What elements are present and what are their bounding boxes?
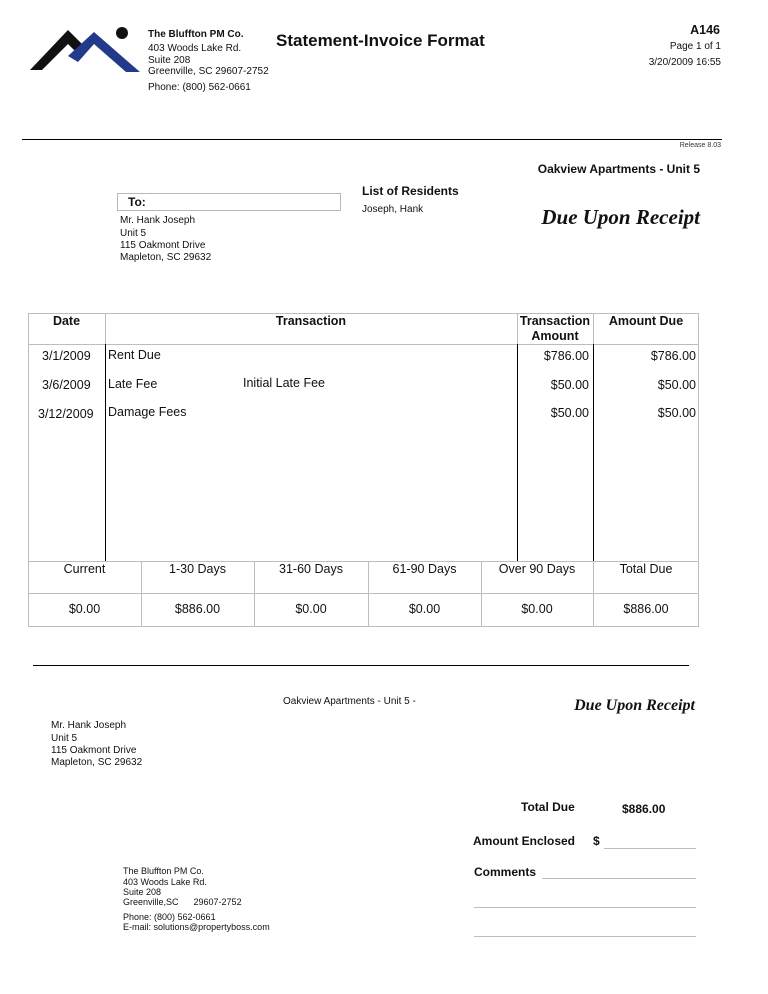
stub-recipient-city: Mapleton, SC 29632	[51, 757, 143, 768]
tear-off-line	[33, 665, 689, 666]
row-date: 3/12/2009	[38, 407, 94, 421]
dollar-sign: $	[593, 834, 600, 848]
to-box	[117, 193, 341, 211]
aging-header-current: Current	[63, 562, 106, 576]
company-phone: Phone: (800) 562-0661	[148, 82, 251, 93]
aging-value-current: $0.00	[68, 602, 101, 616]
stub-company-address1: 403 Woods Lake Rd.	[123, 877, 207, 887]
company-city: Greenville, SC 29607-2752	[148, 66, 269, 77]
property-unit: Oakview Apartments - Unit 5	[537, 162, 700, 176]
recipient-name: Mr. Hank Joseph	[120, 215, 196, 226]
to-label: To:	[128, 195, 146, 209]
company-logo	[28, 22, 146, 74]
col-amount-line2: Amount	[531, 329, 579, 343]
row-amount: $50.00	[550, 406, 589, 420]
amount-enclosed-field[interactable]	[604, 848, 696, 849]
print-datetime: 3/20/2009 16:55	[648, 57, 721, 68]
aging-value-61-90: $0.00	[408, 602, 441, 616]
aging-summary	[28, 561, 699, 627]
due-upon-receipt: Due Upon Receipt	[541, 205, 700, 229]
aging-header-31-60: 31-60 Days	[279, 562, 343, 576]
amount-enclosed-label: Amount Enclosed	[473, 834, 576, 848]
stub-recipient-street: 115 Oakmont Drive	[51, 745, 137, 756]
aging-header-over-90: Over 90 Days	[498, 562, 576, 576]
transaction-table	[28, 313, 699, 561]
residents-heading: List of Residents	[362, 184, 459, 198]
recipient-unit: Unit 5	[120, 228, 147, 239]
stub-due-upon-receipt: Due Upon Receipt	[574, 697, 695, 714]
stub-company-email: E-mail: solutions@propertyboss.com	[123, 922, 270, 932]
stub-property: Oakview Apartments - Unit 5 -	[283, 696, 416, 707]
stub-company-phone: Phone: (800) 562-0661	[123, 912, 216, 922]
aging-header-1-30: 1-30 Days	[169, 562, 226, 576]
row-description: Rent Due	[108, 348, 161, 362]
document-title: Statement-Invoice Format	[276, 31, 485, 50]
row-amount: $786.00	[543, 349, 589, 363]
stub-total-due-value: $886.00	[622, 802, 666, 816]
row-amount: $50.00	[550, 378, 589, 392]
stub-company-name: The Bluffton PM Co.	[123, 866, 204, 876]
col-amount-line1: Transaction	[519, 314, 591, 328]
col-date: Date	[52, 314, 81, 328]
col-amount-due: Amount Due	[608, 314, 684, 328]
company-address1: 403 Woods Lake Rd.	[148, 43, 242, 54]
comments-line-1[interactable]	[542, 878, 696, 879]
stub-company-address2: Suite 208	[123, 887, 162, 897]
aging-value-over-90: $0.00	[521, 602, 553, 616]
aging-value-total: $886.00	[623, 602, 669, 616]
aging-value-1-30: $886.00	[174, 602, 221, 616]
recipient-street: 115 Oakmont Drive	[120, 240, 206, 251]
stub-recipient-unit: Unit 5	[51, 733, 78, 744]
row-date: 3/1/2009	[42, 349, 91, 363]
row-date: 3/6/2009	[42, 378, 91, 392]
row-description: Damage Fees	[108, 405, 187, 419]
aging-header-61-90: 61-90 Days	[392, 562, 457, 576]
col-transaction: Transaction	[275, 314, 347, 328]
invoice-id: A146	[690, 23, 720, 37]
comments-line-2[interactable]	[474, 907, 696, 908]
aging-header-total: Total Due	[619, 562, 673, 576]
recipient-city: Mapleton, SC 29632	[120, 252, 212, 263]
residents-list: Joseph, Hank	[362, 204, 424, 215]
row-due: $50.00	[657, 406, 696, 420]
release-version: Release 8.03	[679, 142, 721, 149]
page-number: Page 1 of 1	[669, 41, 721, 52]
stub-total-due-label: Total Due	[521, 800, 575, 814]
stub-recipient-name: Mr. Hank Joseph	[51, 720, 127, 731]
comments-line-3[interactable]	[474, 936, 696, 937]
row-note: Initial Late Fee	[243, 376, 325, 390]
row-due: $786.00	[650, 349, 696, 363]
row-description: Late Fee	[108, 377, 158, 391]
stub-company-city: Greenville,SC 29607-2752	[123, 897, 242, 907]
company-address2: Suite 208	[148, 55, 191, 66]
company-name: The Bluffton PM Co.	[148, 29, 244, 40]
aging-value-31-60: $0.00	[295, 602, 327, 616]
header-divider	[22, 139, 722, 140]
comments-label: Comments	[474, 865, 537, 879]
row-due: $50.00	[657, 378, 696, 392]
